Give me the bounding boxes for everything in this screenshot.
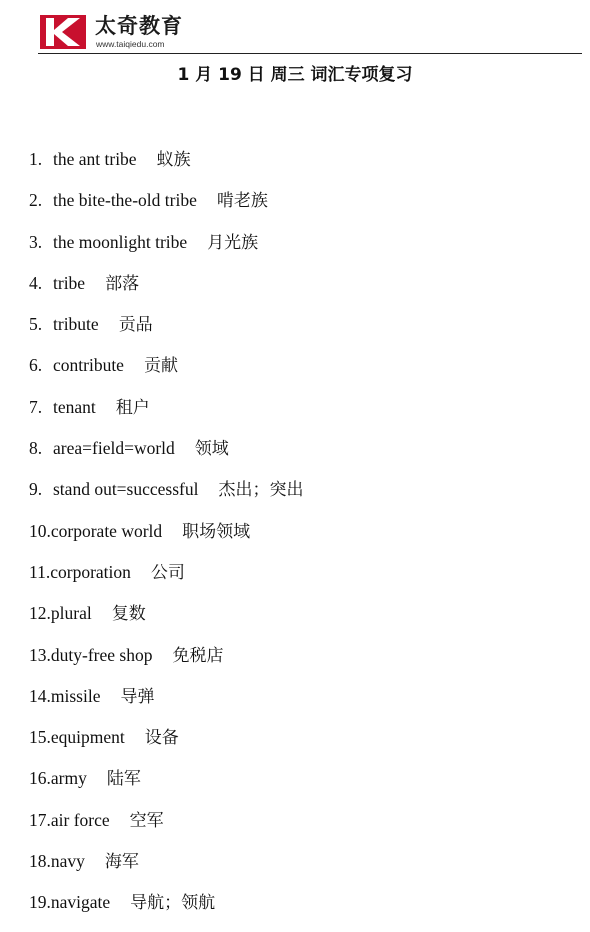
vocab-english: tribute (53, 314, 99, 335)
vocab-english: plural (50, 603, 92, 624)
vocab-english: the bite-the-old tribe (53, 190, 197, 211)
vocab-item (29, 312, 303, 353)
vocab-english: tribe (53, 272, 86, 293)
vocab-number: 5. (29, 314, 43, 335)
vocab-english: duty-free shop (50, 644, 153, 665)
vocab-chinese: 租户 (115, 397, 150, 418)
vocab-chinese: 贡献 (143, 356, 178, 377)
vocab-number: 9. (29, 479, 43, 500)
vocab-number: 8. (29, 438, 43, 459)
vocab-chinese: 职场领域 (182, 521, 251, 542)
vocab-number: 11. (29, 561, 51, 582)
vocab-item (29, 890, 303, 931)
vocab-chinese: 啃老族 (216, 191, 268, 212)
vocab-item (29, 271, 303, 312)
vocab-english: the ant tribe (53, 149, 137, 169)
vocab-english: area=field=world (53, 438, 175, 459)
vocab-number: 4. (29, 272, 43, 293)
vocab-item (29, 849, 303, 890)
vocab-english: equipment (50, 727, 125, 748)
vocab-item (29, 188, 303, 229)
vocab-item (29, 230, 303, 271)
vocab-item (29, 477, 303, 518)
vocab-chinese: 复数 (111, 604, 146, 625)
vocab-item (29, 643, 303, 684)
vocab-number: 14. (29, 685, 51, 706)
vocab-chinese: 空军 (129, 810, 164, 831)
vocab-english: stand out=successful (53, 479, 199, 500)
vocab-number: 15. (29, 727, 51, 748)
vocab-chinese: 免税店 (172, 645, 224, 666)
vocab-item (29, 353, 303, 394)
vocab-chinese: 领域 (194, 439, 229, 460)
vocab-english: corporation (50, 561, 131, 582)
vocab-chinese: 月光族 (207, 232, 259, 253)
vocab-item (29, 147, 303, 188)
vocab-item (29, 808, 303, 849)
vocab-item (29, 601, 303, 642)
vocab-chinese: 陆军 (106, 769, 141, 790)
vocab-chinese: 杰出；突出 (218, 480, 304, 501)
vocab-number: 19. (29, 892, 51, 913)
vocab-number: 17. (29, 809, 51, 830)
vocab-number: 13. (29, 644, 51, 665)
vocab-number: 16. (29, 768, 51, 789)
logo-name: 太奇教育 (95, 14, 183, 38)
vocab-item (29, 519, 303, 560)
vocab-item (29, 725, 303, 766)
taiqi-k-logo-icon (40, 15, 86, 49)
vocab-english: missile (50, 685, 101, 706)
logo-url: www.taiqiedu.com (96, 39, 165, 49)
vocab-number: 1. (29, 149, 43, 169)
vocab-chinese: 海军 (104, 852, 139, 873)
page-header (0, 0, 590, 56)
vocab-chinese: 部落 (105, 273, 140, 294)
vocab-item (29, 560, 303, 601)
vocab-chinese: 导弹 (120, 686, 155, 707)
vocab-item (29, 766, 303, 807)
vocab-number: 10. (29, 520, 51, 541)
vocab-number: 3. (29, 231, 43, 252)
vocab-english: navy (50, 851, 85, 872)
vocab-english: tenant (53, 396, 96, 417)
vocab-english: navigate (50, 892, 111, 913)
page-title: 1 月 19 日 周三 词汇专项复习 (177, 65, 413, 85)
vocab-number: 7. (29, 396, 43, 417)
vocab-chinese: 公司 (150, 562, 185, 583)
vocab-english: the moonlight tribe (53, 231, 188, 252)
vocab-english: contribute (53, 355, 124, 376)
vocab-item (29, 436, 303, 477)
vocab-number: 2. (29, 190, 43, 211)
vocab-item (29, 684, 303, 725)
vocab-english: corporate world (50, 520, 163, 541)
vocab-english: air force (50, 809, 110, 830)
vocab-number: 6. (29, 355, 43, 376)
vocab-chinese: 贡品 (118, 315, 153, 336)
vocab-english: army (50, 768, 87, 789)
header-divider (38, 53, 582, 54)
vocab-number: 12. (29, 603, 51, 624)
vocab-chinese: 导航；领航 (130, 893, 216, 914)
vocab-item (29, 395, 303, 436)
vocab-chinese: 设备 (144, 728, 179, 749)
vocab-chinese: 蚁族 (156, 150, 191, 170)
vocab-list (29, 147, 303, 932)
vocab-number: 18. (29, 851, 51, 872)
